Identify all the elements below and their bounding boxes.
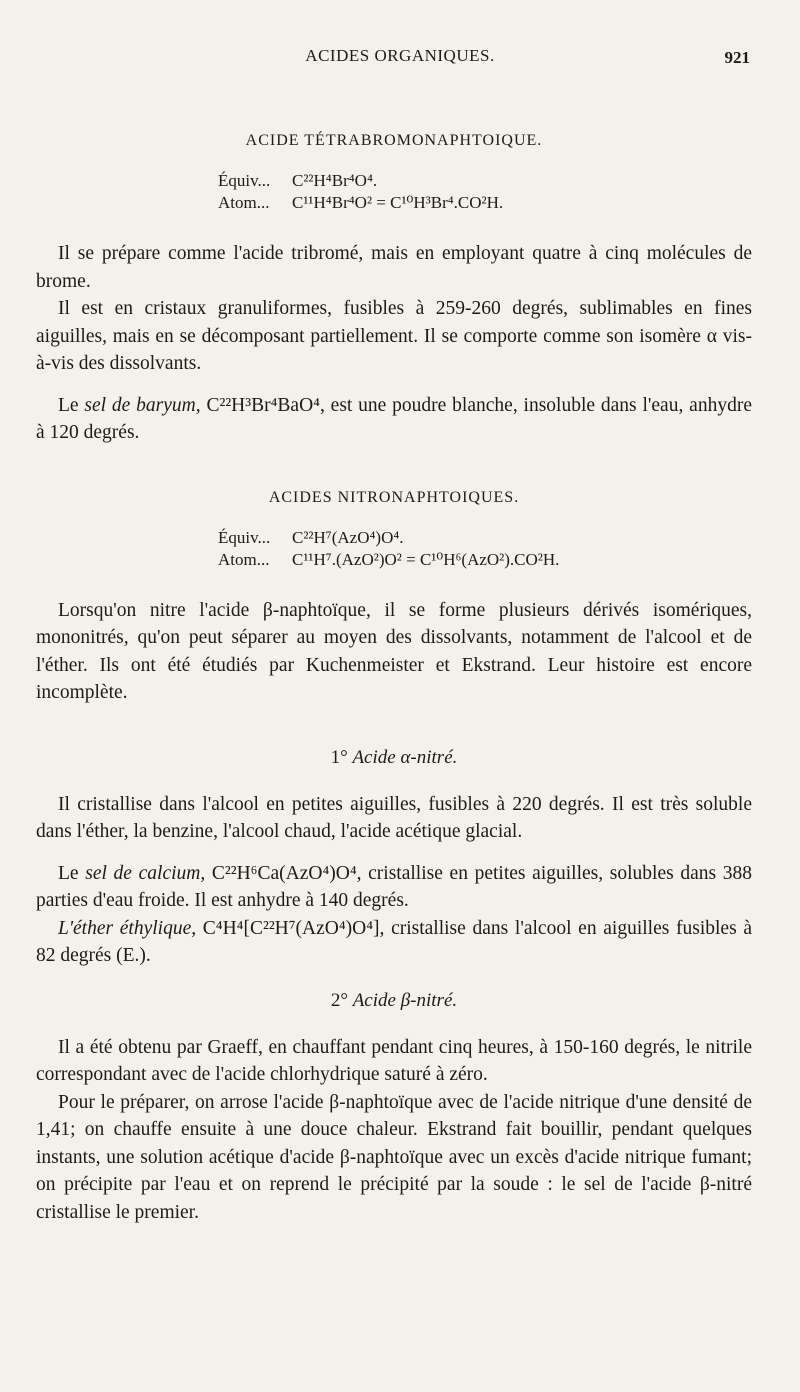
formula-equiv-label: Équiv... — [218, 527, 271, 547]
text-rest: C²²H⁶Ca(AzO⁴)O⁴, cristallise en petites aiguilles, solubles dans 388 parties d'eau froide. Il est anhydre à 140 degrés. — [36, 862, 752, 911]
italic-term: sel de baryum, — [84, 394, 201, 416]
paragraph: Pour le préparer, on arrose l'acide β-naphtoïque avec de l'acide nitrique d'une densité de 1,41; on chauffe ensuite à une douce chaleur. Ekstrand fait bouillir, pendant quelques instants, une solution acétique d'acide β-naphtoïque avec un excès d'acide nitrique fumant; on précipite par l'eau et on reprend le précipité par la soude : le sel de l'acide β-nitré cristallise le premier. — [36, 1091, 752, 1223]
section-title-tetrabromonaphtoique: ACIDE TÉTRABROMONAPHTOIQUE. — [245, 132, 543, 149]
subsection-name: Acide α-nitré. — [352, 746, 458, 768]
formula-equiv-value: C²²H⁴Br⁴O⁴. — [292, 171, 378, 190]
paragraph-sel-de-calcium — [36, 860, 752, 915]
subsection-name: Acide β-nitré. — [352, 989, 458, 1011]
formula-equiv-value: C²²H⁷(AzO⁴)O⁴. — [292, 527, 404, 547]
italic-term: L'éther éthylique, — [58, 917, 197, 939]
text-prefix: Le — [58, 394, 85, 416]
formula-block-2 — [218, 527, 752, 571]
italic-term: sel de calcium, — [85, 862, 206, 884]
formula-atom-label: Atom... — [218, 549, 270, 569]
formula-atom-row — [218, 192, 752, 214]
subsection-title-alpha-nitre — [36, 747, 752, 769]
text-rest: C²²H³Br⁴BaO⁴, est une poudre blanche, insoluble dans l'eau, anhydre à 120 degrés. — [36, 394, 752, 443]
subsection-title-beta-nitre — [36, 990, 752, 1012]
paragraph-ether-ethylique — [36, 915, 752, 970]
page-number: 921 — [724, 48, 750, 67]
formula-equiv-label: Équiv... — [218, 171, 271, 190]
paragraph: Il est en cristaux granuliformes, fusibles à 259-260 degrés, sublimables en fines aiguilles, mais en se décomposant partiellement. Il se comporte comme son isomère α vis-à-vis des dissolvants. — [36, 298, 752, 374]
subsection-number: 1° — [330, 746, 353, 768]
formula-block-1 — [218, 170, 752, 214]
formula-atom-label: Atom... — [218, 193, 270, 212]
page-header — [30, 46, 770, 70]
text-prefix: Le — [58, 862, 86, 884]
text-rest: C⁴H⁴[C²²H⁷(AzO⁴)O⁴], cristallise dans l'alcool en aiguilles fusibles à 82 degrés (E.). — [36, 917, 752, 966]
section-title-nitronaphtoiques: ACIDES NITRONAPHTOIQUES. — [268, 488, 520, 506]
formula-atom-value: C¹¹H⁷.(AzO²)O² = C¹⁰H⁶(AzO²).CO²H. — [292, 549, 560, 569]
formula-equiv-row — [218, 527, 752, 549]
paragraph: Lorsqu'on nitre l'acide β-naphtoïque, il se forme plusieurs dérivés isomériques, mononitrés, qu'on peut séparer au moyen des dissolvants, notamment de l'alcool et de l'éther. Ils ont été étudiés par Kuchenmeister et Ekstrand. Leur histoire est encore incomplète. — [36, 599, 752, 703]
formula-atom-row — [218, 549, 752, 571]
paragraph: Il a été obtenu par Graeff, en chauffant pendant cinq heures, à 150-160 degrés, le nitrile correspondant avec de l'acide chlorhydrique saturé à zéro. — [36, 1036, 752, 1085]
formula-atom-value: C¹¹H⁴Br⁴O² = C¹⁰H³Br⁴.CO²H. — [292, 193, 504, 212]
subsection-number: 2° — [330, 989, 353, 1011]
formula-equiv-row — [218, 170, 752, 192]
paragraph: Il se prépare comme l'acide tribromé, mais en employant quatre à cinq molécules de brome. — [36, 243, 752, 292]
running-title: ACIDES ORGANIQUES. — [305, 46, 495, 65]
paragraph-sel-de-baryum — [36, 392, 752, 447]
paragraph: Il cristallise dans l'alcool en petites aiguilles, fusibles à 220 degrés. Il est très soluble dans l'éther, la benzine, l'alcool chaud, l'acide acétique glacial. — [36, 793, 752, 842]
page-content — [36, 132, 752, 1226]
